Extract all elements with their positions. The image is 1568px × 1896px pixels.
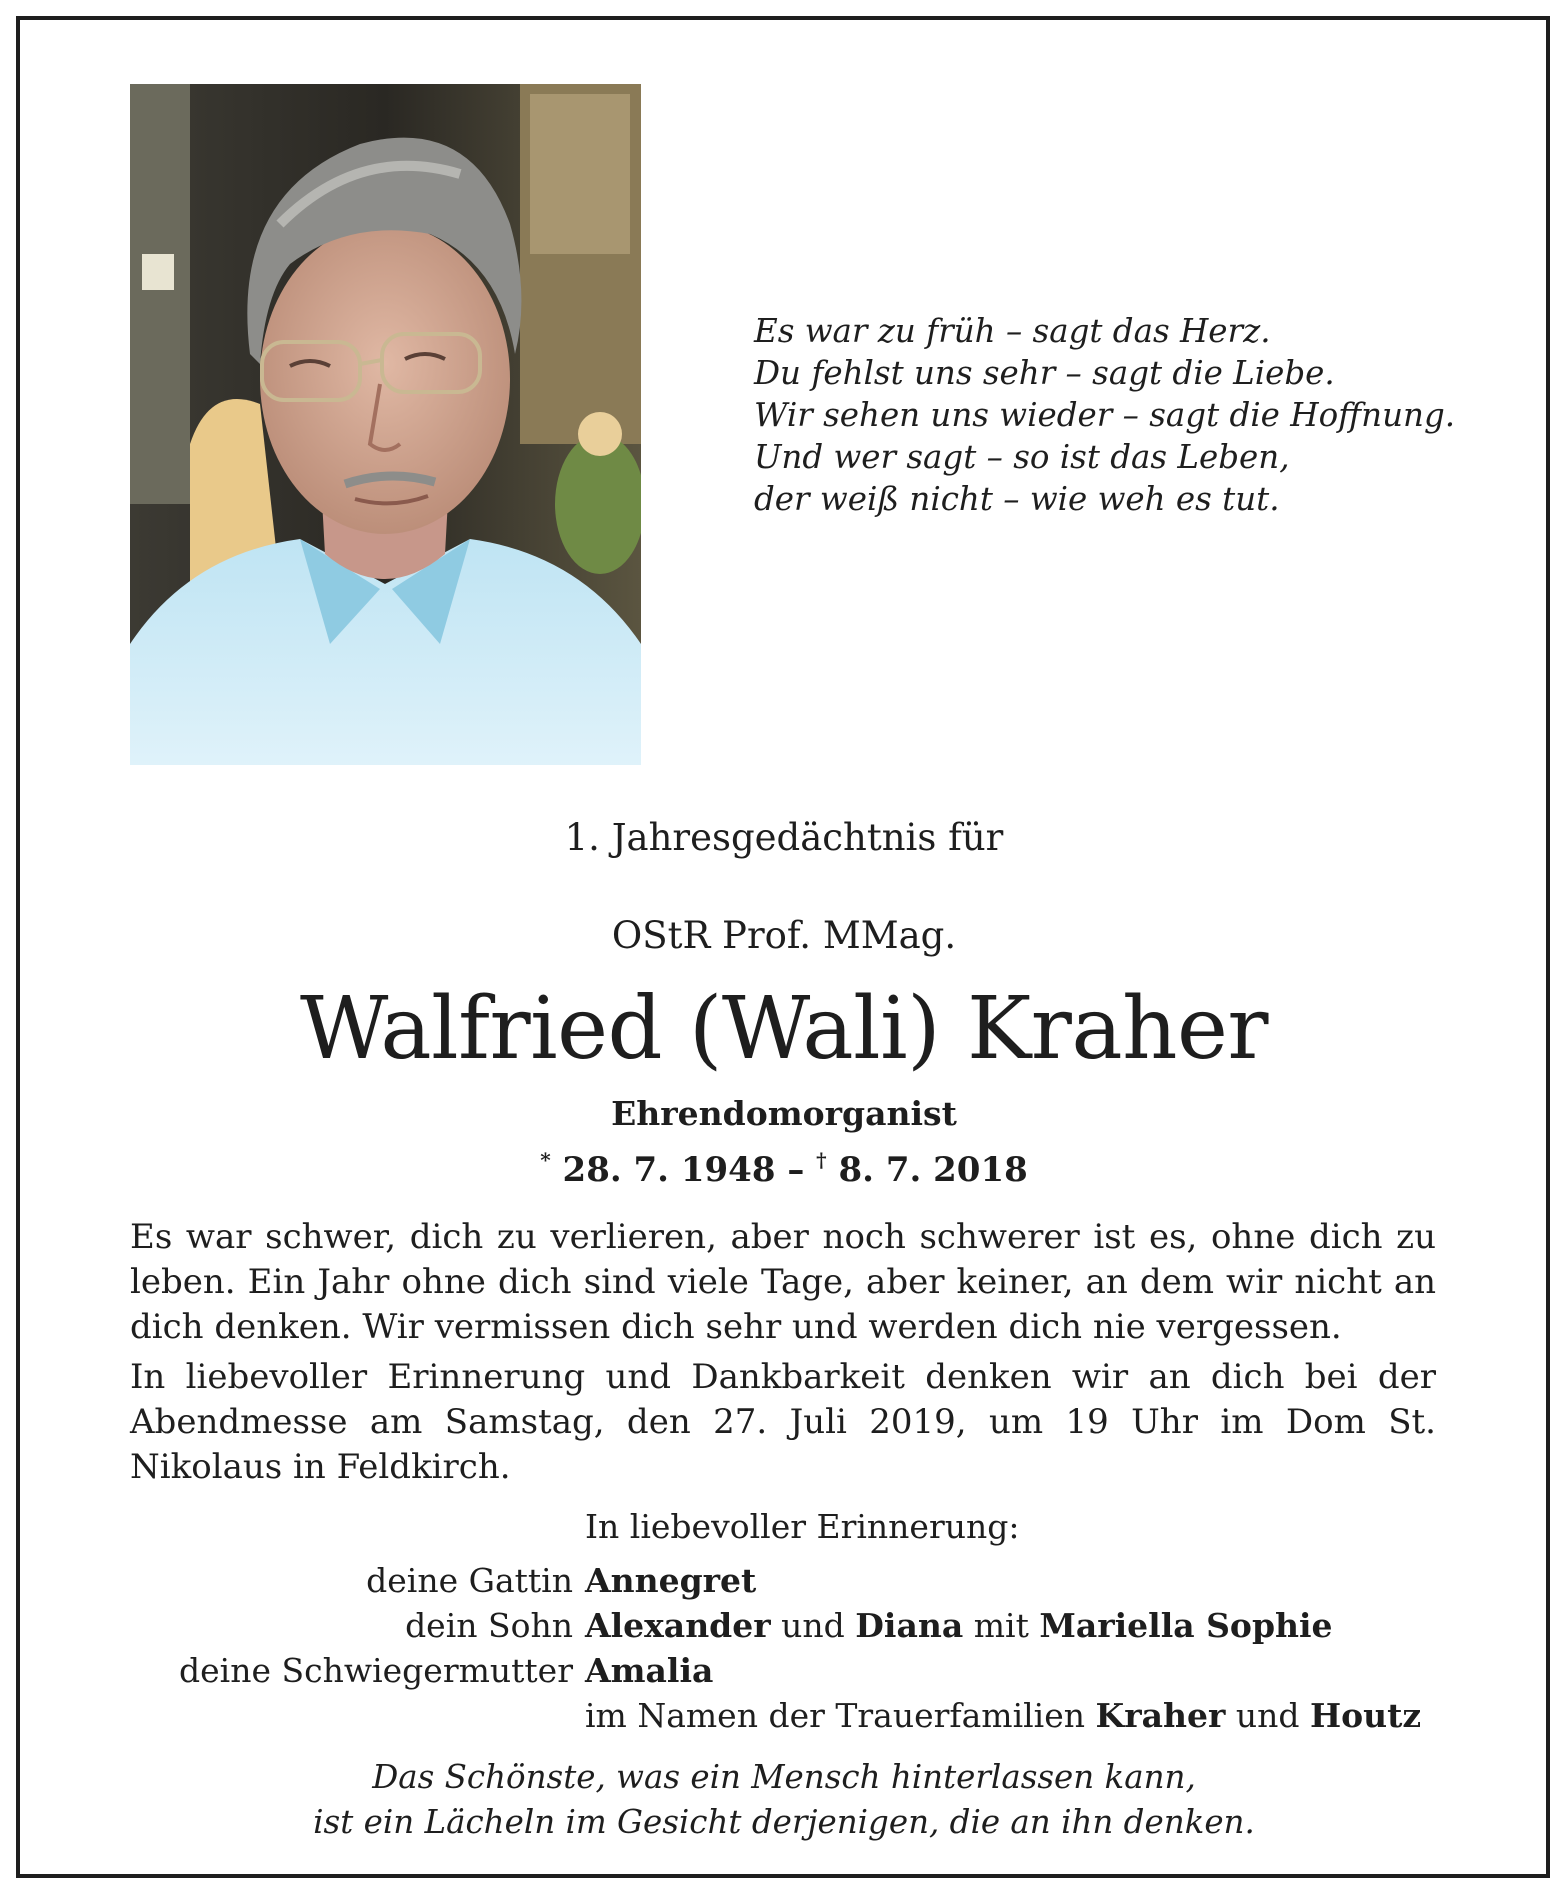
poem-line: Du fehlst uns sehr – sagt die Liebe. xyxy=(754,354,1335,392)
poem-line: Und wer sagt – so ist das Leben, xyxy=(754,438,1290,476)
family-relation: dein Sohn xyxy=(405,1606,573,1645)
message-paragraph: Es war schwer, dich zu verlieren, aber noch schwerer ist es, ohne dich zu leben. Ein Jahr ohne dich sind viele Tage, aber keiner, an dem wir nicht an dich denken. Wir vermissen dich sehr und werden dich nie vergessen. xyxy=(130,1217,1436,1347)
deceased-name: Walfried (Wali) Kraher xyxy=(299,979,1269,1079)
birth-date: 28. 7. 1948 xyxy=(562,1150,776,1190)
quote-line: ist ein Lächeln im Gesicht derjenigen, die an ihn denken. xyxy=(313,1803,1255,1841)
life-dates xyxy=(0,1138,1568,1192)
poem-line: Wir sehen uns wieder – sagt die Hoffnung. xyxy=(754,396,1456,434)
honorific-title: OStR Prof. MMag. xyxy=(611,914,957,957)
date-separator: – xyxy=(787,1150,805,1190)
birth-mark: * xyxy=(540,1148,551,1172)
poem-line: der weiß nicht – wie weh es tut. xyxy=(754,480,1280,518)
death-mark: † xyxy=(816,1148,827,1172)
family-name: Diana xyxy=(855,1606,964,1645)
remembrance-heading: In liebevoller Erinnerung: xyxy=(585,1507,1020,1546)
family-text: im Namen der Trauerfamilien xyxy=(585,1696,1086,1735)
quote-line: Das Schönste, was ein Mensch hinterlassen kann, xyxy=(372,1758,1196,1796)
family-relation: deine Gattin xyxy=(366,1561,573,1600)
family-name: Amalia xyxy=(585,1651,714,1690)
role-title: Ehrendomorganist xyxy=(611,1094,957,1133)
memorial-heading: 1. Jahresgedächtnis für xyxy=(564,816,1004,859)
death-date: 8. 7. 2018 xyxy=(838,1150,1028,1190)
family-name: Houtz xyxy=(1309,1696,1422,1735)
family-name: Mariella Sophie xyxy=(1039,1606,1333,1645)
family-joiner: mit xyxy=(973,1606,1029,1645)
family-joiner: und xyxy=(781,1606,845,1645)
family-name: Annegret xyxy=(585,1561,757,1600)
poem-line: Es war zu früh – sagt das Herz. xyxy=(754,312,1271,350)
family-list xyxy=(0,1558,1568,1738)
family-name: Kraher xyxy=(1095,1696,1226,1735)
family-row xyxy=(0,1558,1568,1603)
family-row xyxy=(0,1603,1568,1648)
closing-quote xyxy=(0,1755,1568,1845)
family-joiner: und xyxy=(1235,1696,1300,1735)
mass-info-paragraph: In liebevoller Erinnerung und Dankbarkeit denken wir an dich bei der Abendmesse am Samstag, den 27. Juli 2019, um 19 Uhr im Dom St. Nikolaus in Feldkirch. xyxy=(130,1357,1436,1487)
family-name: Alexander xyxy=(585,1606,771,1645)
portrait-photo xyxy=(130,84,641,765)
family-row xyxy=(0,1648,1568,1693)
portrait-illustration xyxy=(130,84,641,765)
family-relation: deine Schwiegermutter xyxy=(179,1651,573,1690)
poem xyxy=(754,310,1474,520)
family-row xyxy=(0,1693,1568,1738)
